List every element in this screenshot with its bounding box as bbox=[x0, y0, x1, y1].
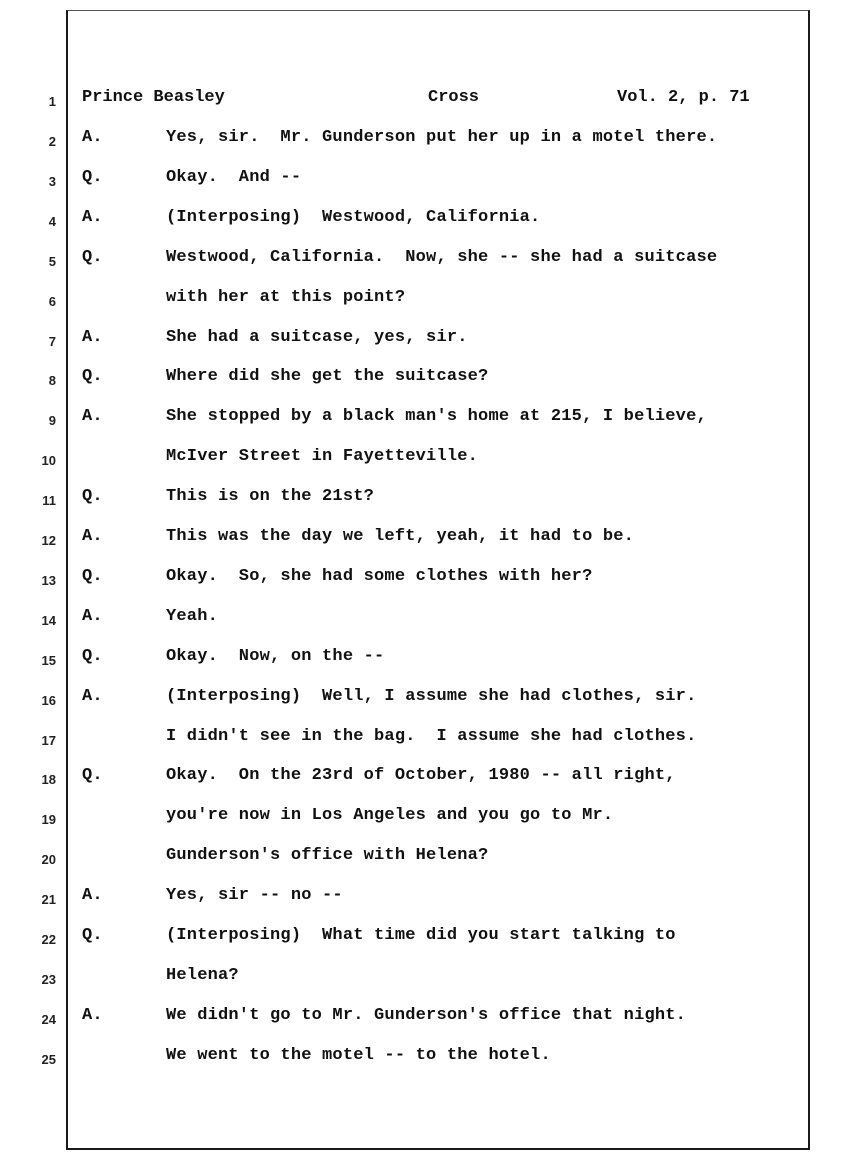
transcript-line bbox=[0, 966, 860, 996]
line-text: Westwood, California. Now, she -- she had a suitcase bbox=[166, 248, 718, 267]
line-text: Gunderson's office with Helena? bbox=[166, 846, 489, 865]
transcript-line bbox=[0, 886, 860, 916]
line-text: This was the day we left, yeah, it had to be. bbox=[166, 527, 635, 546]
transcript-line bbox=[0, 1006, 860, 1036]
line-text: We went to the motel -- to the hotel. bbox=[166, 1046, 551, 1065]
line-text: Okay. On the 23rd of October, 1980 -- all right, bbox=[166, 766, 676, 785]
transcript-line bbox=[0, 288, 860, 318]
line-text: Okay. And -- bbox=[166, 168, 302, 187]
transcript-line bbox=[0, 168, 860, 198]
speaker-label: Q. bbox=[82, 248, 103, 267]
line-number: 11 bbox=[42, 493, 56, 508]
line-text: (Interposing) Well, I assume she had clothes, sir. bbox=[166, 687, 697, 706]
line-text: She had a suitcase, yes, sir. bbox=[166, 328, 468, 347]
speaker-label: A. bbox=[82, 687, 103, 706]
transcript-line bbox=[0, 806, 860, 836]
header-line bbox=[0, 88, 860, 118]
transcript-line bbox=[0, 687, 860, 717]
transcript-line bbox=[0, 727, 860, 757]
line-text: Where did she get the suitcase? bbox=[166, 367, 489, 386]
transcript-line bbox=[0, 208, 860, 238]
line-text: We didn't go to Mr. Gunderson's office that night. bbox=[166, 1006, 687, 1025]
line-text: She stopped by a black man's home at 215, I believe, bbox=[166, 407, 707, 426]
line-number: 4 bbox=[48, 214, 56, 229]
line-text: (Interposing) What time did you start talking to bbox=[166, 926, 676, 945]
speaker-label: A. bbox=[82, 607, 103, 626]
line-text: Helena? bbox=[166, 966, 239, 985]
speaker-label: A. bbox=[82, 527, 103, 546]
line-number: 7 bbox=[48, 334, 56, 349]
transcript-line bbox=[0, 447, 860, 477]
line-text: This is on the 21st? bbox=[166, 487, 375, 506]
line-text: Okay. So, she had some clothes with her? bbox=[166, 567, 593, 586]
line-number: 5 bbox=[48, 254, 56, 269]
speaker-label: Q. bbox=[82, 766, 103, 785]
line-number: 19 bbox=[41, 812, 56, 827]
transcript-line bbox=[0, 128, 860, 158]
speaker-label: A. bbox=[82, 407, 103, 426]
line-text: I didn't see in the bag. I assume she had clothes. bbox=[166, 727, 697, 746]
line-text: Okay. Now, on the -- bbox=[166, 647, 385, 666]
line-number: 15 bbox=[41, 653, 56, 668]
line-number: 14 bbox=[41, 613, 56, 628]
transcript-line bbox=[0, 766, 860, 796]
transcript-line bbox=[0, 487, 860, 517]
speaker-label: Q. bbox=[82, 647, 103, 666]
line-text: Yes, sir -- no -- bbox=[166, 886, 343, 905]
line-number: 2 bbox=[48, 134, 56, 149]
volume-page: Vol. 2, p. 71 bbox=[617, 88, 750, 107]
line-number: 23 bbox=[41, 972, 56, 987]
line-text: with her at this point? bbox=[166, 288, 406, 307]
line-text: Yeah. bbox=[166, 607, 219, 626]
speaker-label: Q. bbox=[82, 567, 103, 586]
transcript-line bbox=[0, 846, 860, 876]
speaker-label: Q. bbox=[82, 487, 103, 506]
line-text: you're now in Los Angeles and you go to Mr. bbox=[166, 806, 614, 825]
line-number: 21 bbox=[41, 892, 56, 907]
line-number: 10 bbox=[41, 453, 56, 468]
transcript-line bbox=[0, 328, 860, 358]
speaker-label: A. bbox=[82, 328, 103, 347]
speaker-label: A. bbox=[82, 886, 103, 905]
line-number: 3 bbox=[48, 174, 56, 189]
line-number: 8 bbox=[48, 373, 56, 388]
line-number: 13 bbox=[41, 573, 56, 588]
speaker-label: A. bbox=[82, 128, 103, 147]
transcript-line bbox=[0, 647, 860, 677]
line-text: Yes, sir. Mr. Gunderson put her up in a motel there. bbox=[166, 128, 718, 147]
transcript-line bbox=[0, 1046, 860, 1076]
line-number: 12 bbox=[41, 533, 56, 548]
line-number: 18 bbox=[41, 772, 56, 787]
transcript-line bbox=[0, 926, 860, 956]
transcript-line bbox=[0, 567, 860, 597]
transcript-line bbox=[0, 248, 860, 278]
speaker-label: Q. bbox=[82, 926, 103, 945]
witness-name: Prince Beasley bbox=[82, 88, 225, 107]
line-text: (Interposing) Westwood, California. bbox=[166, 208, 541, 227]
line-number: 25 bbox=[41, 1052, 56, 1067]
examination-type: Cross bbox=[428, 88, 480, 107]
speaker-label: A. bbox=[82, 1006, 103, 1025]
transcript-line bbox=[0, 607, 860, 637]
speaker-label: A. bbox=[82, 208, 103, 227]
transcript-line bbox=[0, 367, 860, 397]
transcript-line bbox=[0, 407, 860, 437]
line-number: 17 bbox=[41, 733, 56, 748]
line-number: 16 bbox=[41, 693, 56, 708]
line-number: 9 bbox=[48, 413, 56, 428]
line-number: 1 bbox=[48, 94, 56, 109]
line-number: 20 bbox=[41, 852, 56, 867]
speaker-label: Q. bbox=[82, 367, 103, 386]
line-number: 6 bbox=[48, 294, 56, 309]
line-number: 24 bbox=[41, 1012, 56, 1027]
speaker-label: Q. bbox=[82, 168, 103, 187]
line-number: 22 bbox=[41, 932, 56, 947]
transcript-line bbox=[0, 527, 860, 557]
line-text: McIver Street in Fayetteville. bbox=[166, 447, 479, 466]
